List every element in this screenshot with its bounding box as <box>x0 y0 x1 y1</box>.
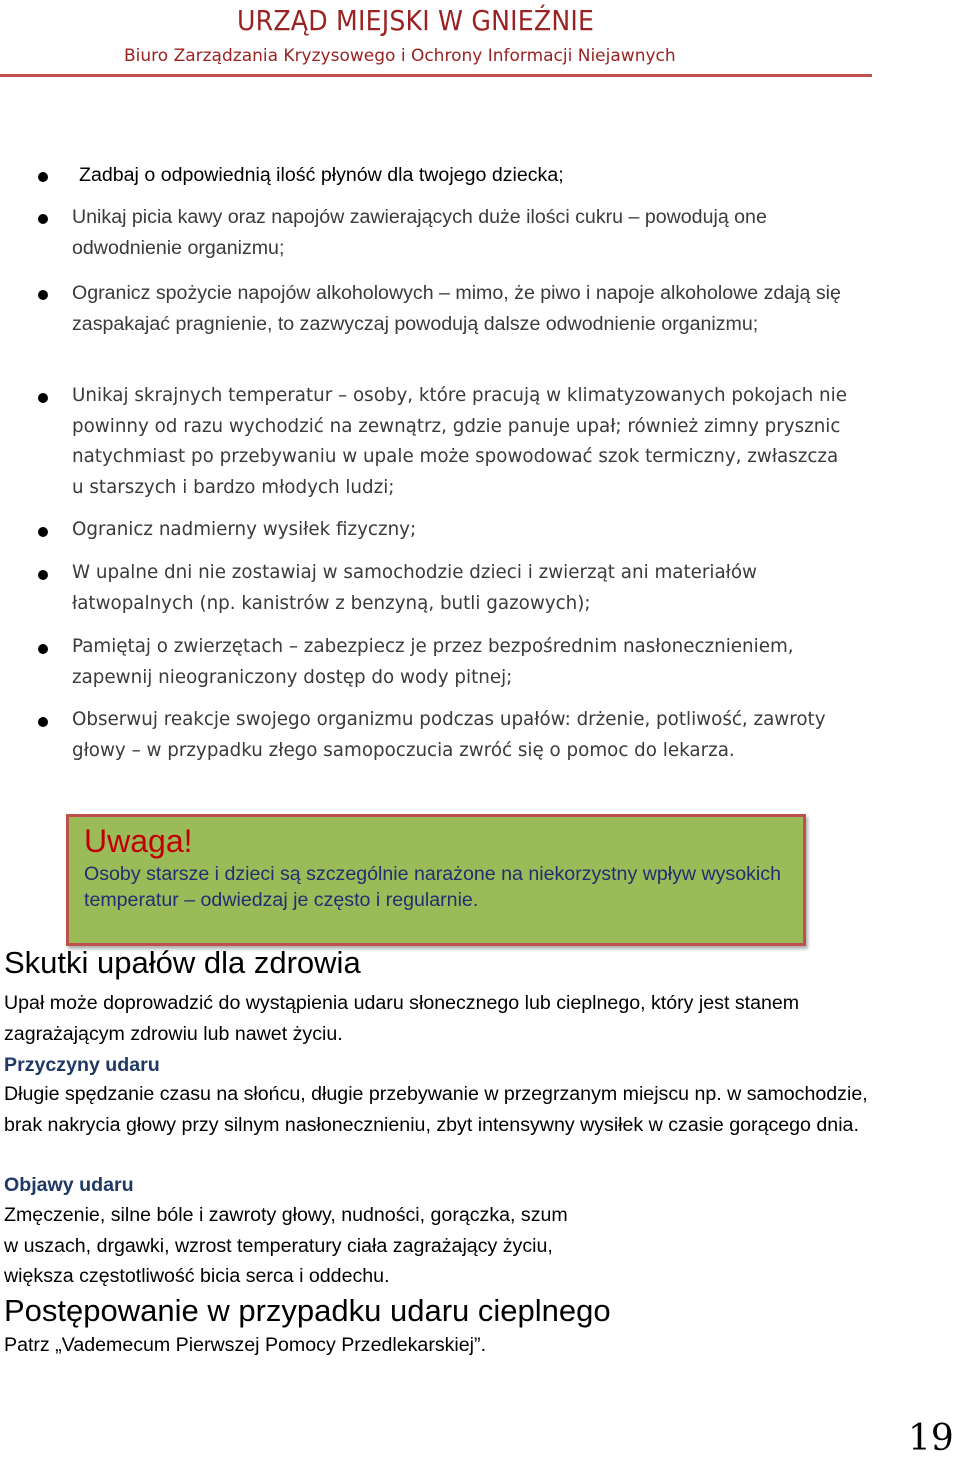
bullet-icon <box>38 570 48 580</box>
bullet-icon <box>38 290 48 300</box>
warning-text: Osoby starsze i dzieci są szczególnie narażone na niekorzystny wpływ wysokich temperatur – odwiedzaj je często i regularnie. <box>84 863 781 911</box>
tip-text: Ogranicz spożycie napojów alkoholowych – mimo, że piwo i napoje alkoholowe zdają się zaspakajać pragnienie, to zazwyczaj powodują dalsze odwodnienie organizmu; <box>72 282 841 335</box>
list-item <box>72 705 852 766</box>
list-item <box>72 558 852 619</box>
symptoms-line: w uszach, drgawki, wzrost temperatury ciała zagrażający życiu, <box>4 1234 553 1257</box>
tip-text: Ogranicz nadmierny wysiłek fizyczny; <box>72 519 417 540</box>
bullet-icon <box>38 172 48 182</box>
effects-intro: Upał może doprowadzić do wystąpienia udaru słonecznego lub cieplnego, który jest stanem zagrażającym zdrowiu lub nawet życiu. <box>4 992 800 1045</box>
header-title: URZĄD MIEJSKI W GNIEŹNIE <box>237 4 595 37</box>
header-divider <box>0 74 872 77</box>
symptoms-text <box>4 1200 884 1292</box>
list-item <box>72 202 852 263</box>
list-item <box>79 160 859 191</box>
list-item <box>72 632 852 693</box>
bullet-icon <box>38 717 48 727</box>
symptoms-heading: Objawy udaru <box>4 1174 134 1196</box>
tip-text: Pamiętaj o zwierzętach – zabezpiecz je przez bezpośrednim nasłonecznieniem, zapewnij nieograniczony dostęp do wody pitnej; <box>72 636 794 688</box>
causes-heading: Przyczyny udaru <box>4 1054 160 1076</box>
tip-text: Unikaj skrajnych temperatur – osoby, które pracują w klimatyzowanych pokojach nie powinny od razu wychodzić na zewnątrz, gdzie panuje upał; również zimny prysznic natychmiast po przebywaniu w upale może spowodować szok termiczny, zwłaszcza u starszych i bardzo młodych ludzi; <box>72 385 847 498</box>
warning-box <box>66 814 806 946</box>
tip-text: Obserwuj reakcje swojego organizmu podczas upałów: drżenie, potliwość, zawroty głowy – w przypadku złego samopoczucia zwróć się o pomoc do lekarza. <box>72 709 826 761</box>
list-item <box>72 278 852 339</box>
list-item <box>72 515 852 546</box>
page-number: 19 <box>908 1418 954 1459</box>
warning-title: Uwaga! <box>84 823 193 859</box>
procedure-text: Patrz „Vademecum Pierwszej Pomocy Przedlekarskiej”. <box>4 1334 487 1356</box>
tip-text: Zadbaj o odpowiednią ilość płynów dla twojego dziecka; <box>79 164 564 186</box>
tip-text: W upalne dni nie zostawiaj w samochodzie dzieci i zwierząt ani materiałów łatwopalnych (np. kanistrów z benzyną, butli gazowych); <box>72 562 758 614</box>
bullet-icon <box>38 393 48 403</box>
procedure-heading: Postępowanie w przypadku udaru cieplnego <box>4 1293 611 1328</box>
bullet-icon <box>38 214 48 224</box>
causes-text: Długie spędzanie czasu na słońcu, długie przebywanie w przegrzanym miejscu np. w samochodzie, brak nakrycia głowy przy silnym nasłonecznieniu, zbyt intensywny wysiłek w czasie gorącego dnia. <box>4 1083 868 1136</box>
bullet-icon <box>38 527 48 537</box>
bullet-icon <box>38 644 48 654</box>
effects-heading: Skutki upałów dla zdrowia <box>4 945 361 980</box>
tip-text: Unikaj picia kawy oraz napojów zawierających duże ilości cukru – powodują one odwodnienie organizmu; <box>72 206 767 259</box>
list-item <box>72 381 852 503</box>
symptoms-line: Zmęczenie, silne bóle i zawroty głowy, nudności, gorączka, szum <box>4 1204 568 1226</box>
symptoms-line: większa częstotliwość bicia serca i oddechu. <box>4 1265 390 1287</box>
header-subtitle: Biuro Zarządzania Kryzysowego i Ochrony Informacji Niejawnych <box>124 46 676 66</box>
